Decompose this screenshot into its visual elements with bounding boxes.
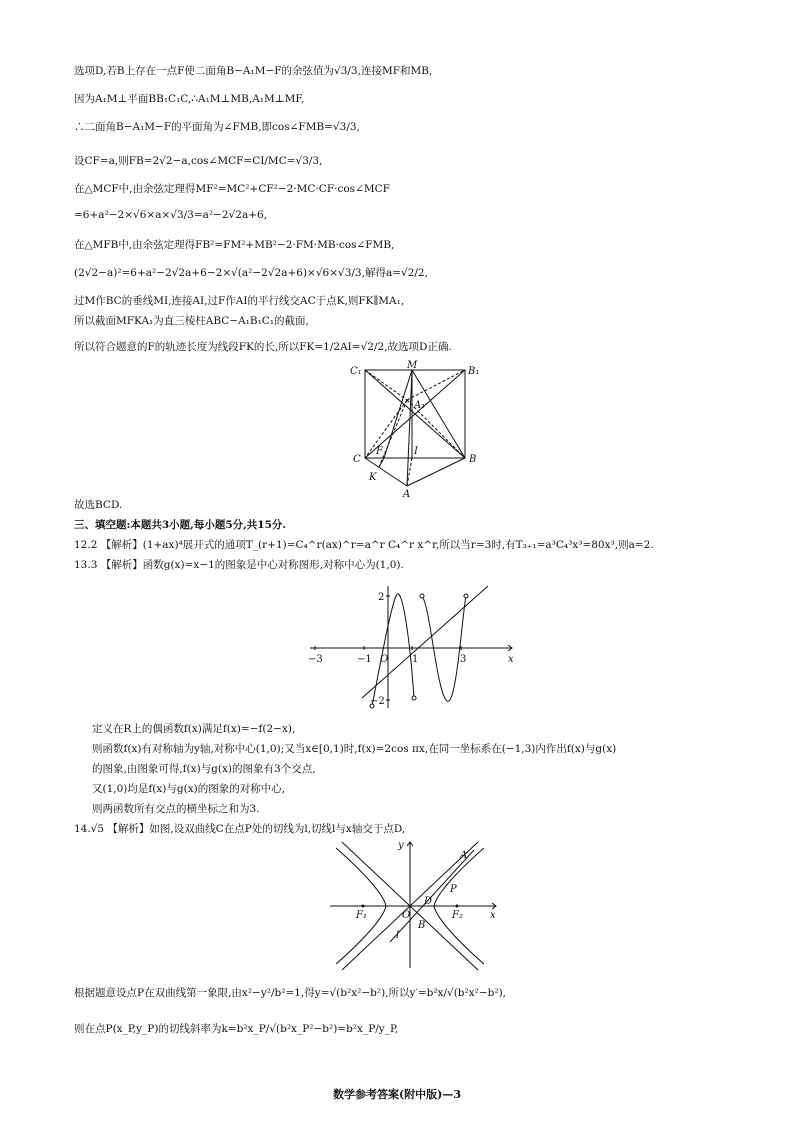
text-line: (2√2−a)²=6+a²−2√2a+6−2×√(a²−2√2a+6)×√6×√3/3,解得a=√2/2, (74, 267, 428, 279)
text-line: 定义在R上的偶函数f(x)满足f(x)=−f(2−x), (92, 723, 296, 735)
tick-label-neg3: −3 (308, 654, 323, 665)
text-line: 所以截面MFKA₁为直三棱柱ABC−A₁B₁C₁的截面, (74, 315, 309, 327)
text-line: 所以符合题意的F的轨迹长度为线段FK的长,所以FK=1/2AI=√2/2,故选项D正确. (74, 341, 452, 353)
prism-figure (340, 360, 490, 500)
tick-label-neg2: −2 (370, 696, 385, 707)
open-point (464, 594, 468, 598)
label-l: l (396, 930, 400, 941)
label-c1: C₁ (350, 366, 362, 377)
text-line: 设CF=a,则FB=2√2−a,cos∠MCF=CI/MC=√3/3, (74, 155, 323, 167)
tick-label-1: 1 (412, 654, 419, 665)
open-point (420, 594, 424, 598)
label-a: A (460, 850, 468, 861)
label-c: C (353, 454, 361, 465)
edge-ma (407, 370, 412, 486)
label-x: x (490, 910, 496, 921)
text-line: ∴二面角B−A₁M−F的平面角为∠FMB,即cos∠FMB=√3/3, (74, 121, 360, 133)
text-line: 又(1,0)均是f(x)与g(x)的图象的对称中心, (92, 783, 286, 795)
open-point (412, 696, 416, 700)
text-line: 14.√5 【解析】如图,设双曲线C在点P处的切线为l,切线l与x轴交于点D, (74, 823, 406, 835)
text-line: 则函数f(x)有对称轴为y轴,对称中心(1,0);又当x∈[0,1)时,f(x)=2cos πx,在同一坐标系在(−1,3)内作出f(x)与g(x) (92, 743, 617, 755)
dash-a1c (365, 400, 407, 458)
text-line: 选项D,若B上存在一点F使二面角B−A₁M−F的余弦值为√3/3,连接MF和MB, (74, 65, 433, 77)
origin-label: O (380, 654, 389, 665)
label-m: M (407, 360, 418, 371)
x-axis-label: x (508, 654, 514, 665)
edge-ab (407, 458, 465, 486)
tick-label-2: 2 (378, 592, 385, 603)
label-o: O (402, 910, 411, 921)
label-a: A (403, 489, 411, 500)
hyperbola-figure (326, 838, 502, 972)
text-line: 过M作BC的垂线MI,连接AI,过F作AI的平行线交AC于点K,则FK∥MA₁, (74, 295, 405, 307)
label-f2: F₂ (452, 910, 463, 921)
section-heading: 三、填空题:本题共3小题,每小题5分,共15分. (74, 519, 287, 531)
focus-point (456, 905, 459, 908)
label-a1: A₁ (414, 400, 426, 411)
page-footer: 数学参考答案(附中版)—3 (332, 1088, 462, 1101)
label-d: D (424, 896, 433, 907)
label-i: I (414, 446, 418, 457)
text-line: 则两函数所有交点的横坐标之和为3. (92, 803, 260, 815)
label-b: B (418, 920, 426, 931)
text-line: 故选BCD. (74, 499, 123, 511)
dash-c1a1 (365, 370, 407, 400)
text-line: 根据题意设点P在双曲线第一象限,由x²−y²/b²=1,得y=√(b²x²−b²),所以y′=b²x/√(b²x²−b²), (74, 987, 507, 999)
curve-f-left (372, 594, 414, 706)
text-line: 则在点P(x_P,y_P)的切线斜率为k=b²x_P/√(b²x_P²−b²)=b²x_P/y_P, (74, 1023, 399, 1035)
edge-mf (384, 370, 412, 458)
tick-label-neg1: −1 (357, 654, 372, 665)
label-b1: B₁ (468, 366, 480, 377)
text-line: 12.2 【解析】(1+ax)⁴展开式的通项T_(r+1)=C₄^r(ax)^r=a^r C₄^r x^r,所以当r=3时,有T₃₊₁=a³C₄³x³=80x³,则a=2. (74, 539, 654, 551)
label-y: y (398, 840, 404, 851)
text-line: 在△MCF中,由余弦定理得MF²=MC²+CF²−2·MC·CF·cos∠MCF (74, 183, 390, 195)
text-line: 因为A₁M⊥平面BB₁C₁C,∴A₁M⊥MB,A₁M⊥MF, (74, 93, 305, 105)
tick-label-3: 3 (460, 654, 467, 665)
text-line: 13.3 【解析】函数g(x)=x−1的图象是中心对称图形,对称中心为(1,0). (74, 559, 404, 571)
label-k: K (369, 472, 377, 483)
focus-point (362, 905, 365, 908)
function-graph (300, 576, 520, 716)
label-p: P (450, 884, 457, 895)
text-line: =6+a²−2×√6×a×√3/3=a²−2√2a+6, (74, 209, 268, 221)
label-f1: F₁ (356, 910, 367, 921)
text-line: 在△MFB中,由余弦定理得FB²=FM²+MB²−2·FM·MB·cos∠FMB, (74, 239, 395, 251)
label-b: B (469, 454, 477, 465)
text-line: 的图象,由图象可得,f(x)与g(x)的图象有3个交点, (92, 763, 316, 775)
label-f: F (376, 446, 383, 457)
